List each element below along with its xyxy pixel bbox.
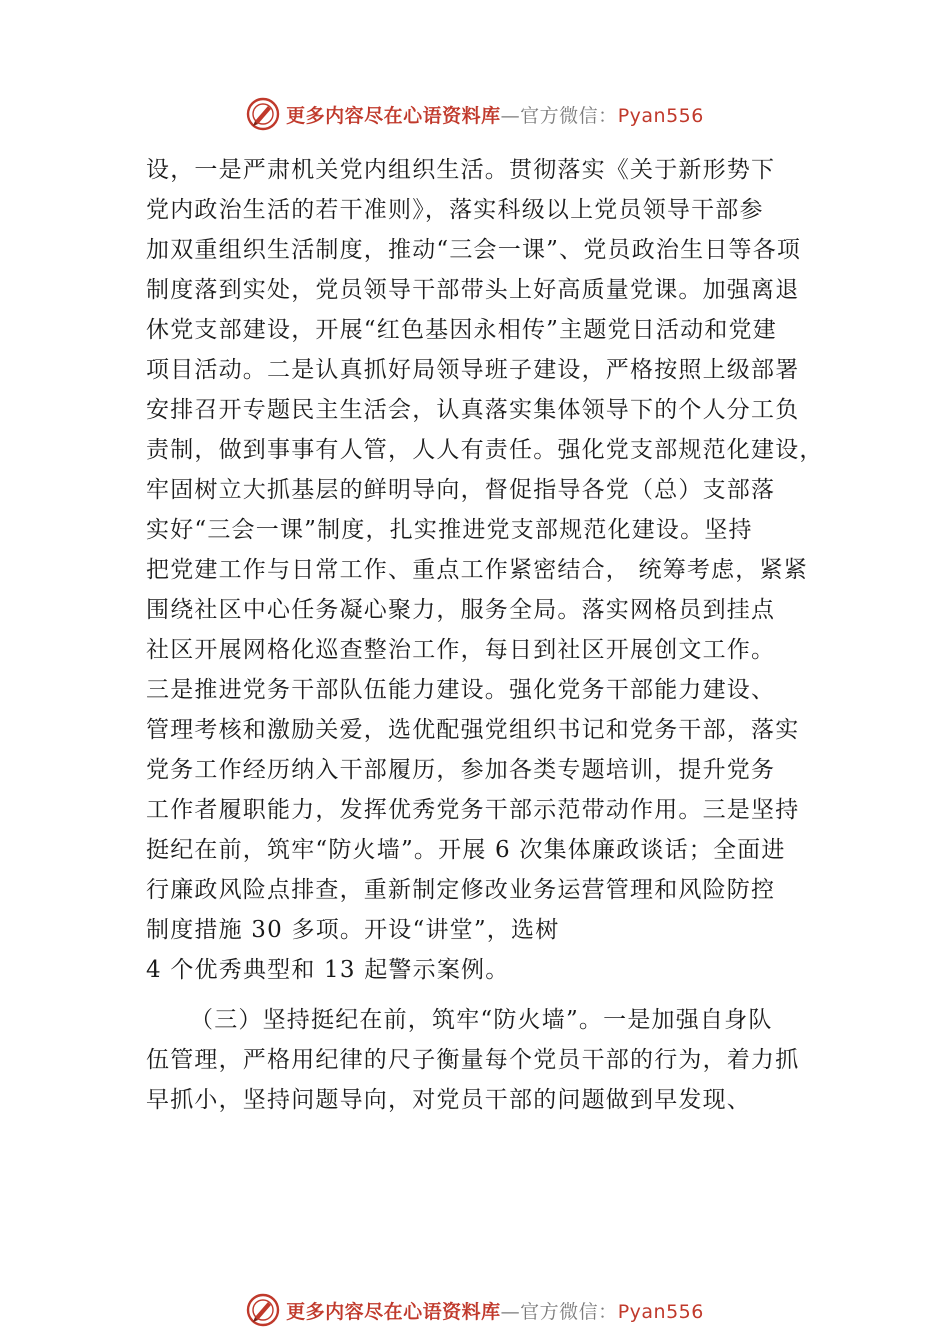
body-line: 实好“三会一课”制度，扎实推进党支部规范化建设。坚持 bbox=[146, 517, 753, 543]
body-line: 设，一是严肃机关党内组织生活。贯彻落实《关于新形势下 bbox=[146, 157, 776, 183]
body-line: 安排召开专题民主生活会，认真落实集体领导下的个人分工负 bbox=[146, 397, 800, 423]
paragraph-gap bbox=[146, 990, 836, 1000]
body-line: 责制，做到事事有人管，人人有责任。强化党支部规范化建设， bbox=[146, 437, 824, 463]
section-line: 早抓小，坚持问题导向，对党员干部的问题做到早发现、 bbox=[146, 1087, 751, 1113]
body-line: 休党支部建设，开展“红色基因永相传”主题党日活动和党建 bbox=[146, 317, 777, 343]
body-line: 党务工作经历纳入干部履历，参加各类专题培训，提升党务 bbox=[146, 757, 776, 783]
watermark-wechat-id: Pyan556 bbox=[617, 1300, 704, 1323]
body-line: 工作者履职能力，发挥优秀党务干部示范带动作用。三是坚持 bbox=[146, 797, 800, 823]
body-line: 把党建工作与日常工作、重点工作紧密结合， 统筹考虑，紧紧 bbox=[146, 557, 808, 583]
watermark-brand: 更多内容尽在心语资料库 bbox=[286, 1300, 501, 1323]
document-body bbox=[146, 150, 836, 1120]
body-line: 管理考核和激励关爱，选优配强党组织书记和党务干部，落实 bbox=[146, 717, 800, 743]
watermark-text bbox=[286, 1297, 704, 1324]
watermark-brand: 更多内容尽在心语资料库 bbox=[286, 104, 501, 127]
section-heading-line: （三）坚持挺纪在前，筑牢“防火墙”。一是加强自身队 bbox=[190, 1007, 773, 1033]
watermark-text bbox=[286, 101, 704, 128]
body-line: 行廉政风险点排查，重新制定修改业务运营管理和风险防控 bbox=[146, 877, 776, 903]
body-line: 党内政治生活的若干准则》，落实科级以上党员领导干部参 bbox=[146, 197, 764, 223]
body-line: 社区开展网格化巡查整治工作，每日到社区开展创文工作。 bbox=[146, 637, 776, 663]
watermark-label: 官方微信： bbox=[520, 104, 618, 127]
body-line: 制度措施 30 多项。开设“讲堂”，选树 bbox=[146, 917, 560, 943]
watermark-dash: — bbox=[500, 104, 521, 127]
watermark-label: 官方微信： bbox=[520, 1300, 618, 1323]
body-line: 项目活动。二是认真抓好局领导班子建设，严格按照上级部署 bbox=[146, 357, 800, 383]
section-line: 伍管理，严格用纪律的尺子衡量每个党员干部的行为，着力抓 bbox=[146, 1047, 800, 1073]
library-logo-icon bbox=[246, 1293, 280, 1327]
body-line: 围绕社区中心任务凝心聚力，服务全局。落实网格员到挂点 bbox=[146, 597, 776, 623]
watermark-wechat-id: Pyan556 bbox=[617, 104, 704, 127]
body-line: 加双重组织生活制度，推动“三会一课”、党员政治生日等各项 bbox=[146, 237, 802, 263]
watermark-banner-top bbox=[0, 94, 950, 134]
watermark-dash: — bbox=[500, 1300, 521, 1323]
body-line: 挺纪在前，筑牢“防火墙”。开展 6 次集体廉政谈话；全面进 bbox=[146, 837, 786, 863]
body-line: 制度落到实处，党员领导干部带头上好高质量党课。加强离退 bbox=[146, 277, 800, 303]
body-line: 4 个优秀典型和 13 起警示案例。 bbox=[146, 957, 510, 983]
body-line: 牢固树立大抓基层的鲜明导向，督促指导各党（总）支部落 bbox=[146, 477, 776, 503]
library-logo-icon bbox=[246, 97, 280, 131]
watermark-banner-bottom bbox=[0, 1290, 950, 1330]
body-line: 三是推进党务干部队伍能力建设。强化党务干部能力建设、 bbox=[146, 677, 776, 703]
